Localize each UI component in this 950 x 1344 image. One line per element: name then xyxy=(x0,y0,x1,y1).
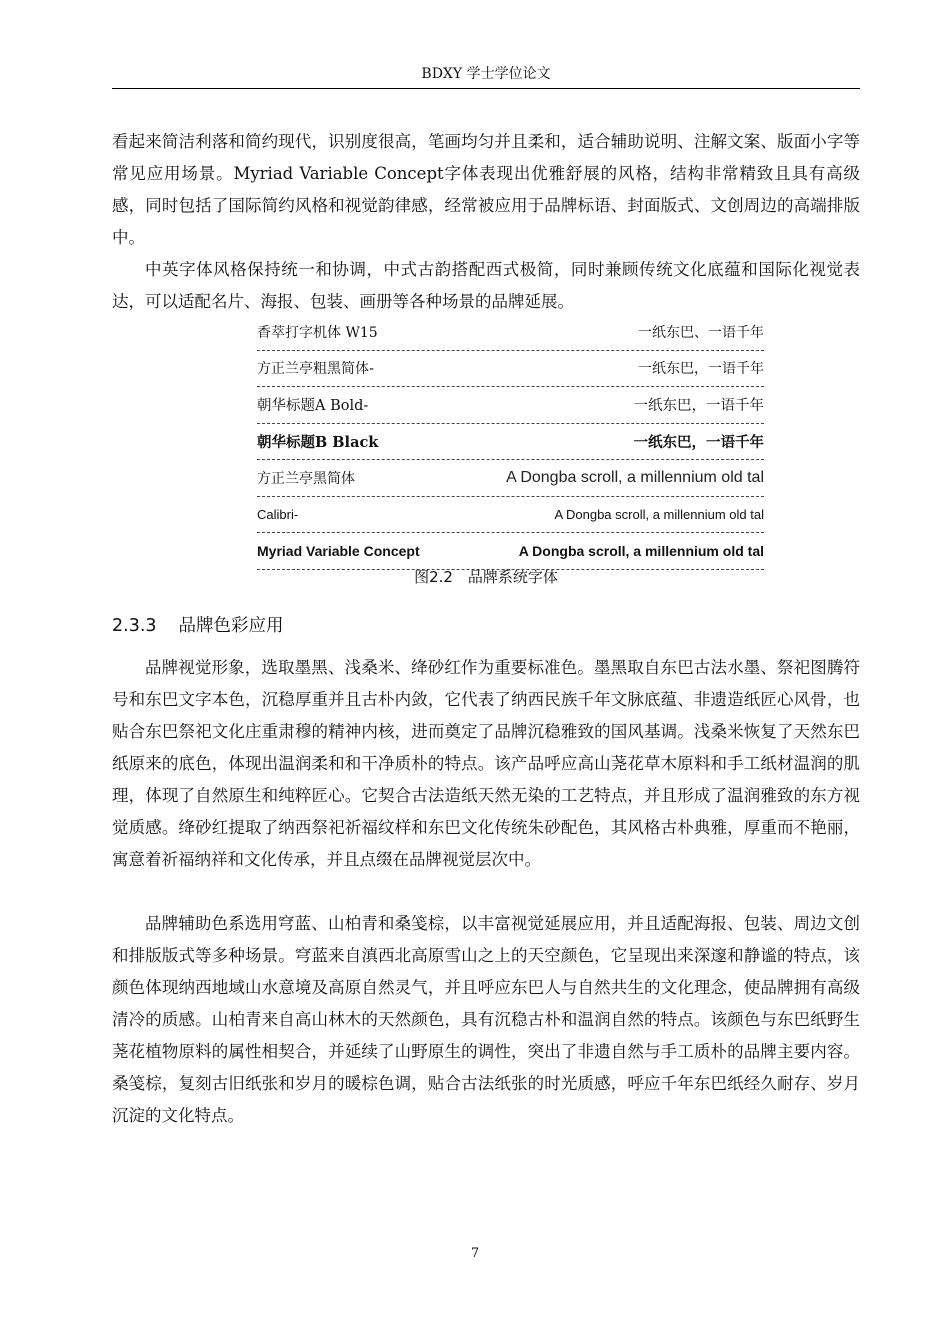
font-name: 朝华标题B Black xyxy=(257,433,379,451)
font-sample: A Dongba scroll, a millennium old tal xyxy=(518,542,764,559)
font-name: Myriad Variable Concept xyxy=(257,542,420,559)
font-sample: 一纸东巴，一语千年 xyxy=(633,398,764,415)
font-name: 香萃打字机体 W15 xyxy=(257,324,378,341)
font-specimen-figure xyxy=(257,314,764,570)
font-row xyxy=(257,351,764,388)
font-row xyxy=(257,533,764,570)
font-row xyxy=(257,424,764,461)
font-row xyxy=(257,460,764,497)
font-name: 方正兰亭黑简体 xyxy=(257,470,355,487)
paragraph-primary-colors: 品牌视觉形象，选取墨黑、浅桑米、绛砂红作为重要标准色。墨黑取自东巴古法水墨、祭祀图腾符号和东巴文字本色，沉稳厚重并且古朴内敛，它代表了纳西民族千年文脉底蕴、非遗造纸匠心风骨，也贴合东巴祭祀文化庄重肃穆的精神内核，进而奠定了品牌沉稳雅致的国风基调。浅桑米恢复了天然东巴纸原来的底色，体现出温润柔和和干净质朴的特点。该产品呼应高山荛花草木原料和手工纸材温润的肌理，体现了自然原生和纯粹匠心。它契合古法造纸天然无染的工艺特点，并且形成了温润雅致的东方视觉质感。绛砂红提取了纳西祭祀祈福纹样和东巴文化传统朱砂配色，其风格古朴典雅，厚重而不艳丽，寓意着祈福纳祥和文化传承，并且点缀在品牌视觉层次中。 xyxy=(112,658,860,869)
paragraph-font-harmony: 中英字体风格保持统一和协调，中式古韵搭配西式极简，同时兼顾传统文化底蕴和国际化视觉表达，可以适配名片、海报、包装、画册等各种场景的品牌延展。 xyxy=(112,260,860,311)
section-title: 品牌色彩应用 xyxy=(178,616,284,636)
font-name: 方正兰亭粗黑简体- xyxy=(257,361,375,378)
figure-caption: 图2.2 品牌系统字体 xyxy=(414,568,558,586)
font-row xyxy=(257,497,764,534)
font-sample: 一纸东巴、一语千年 xyxy=(638,324,764,341)
font-row xyxy=(257,387,764,424)
section-heading xyxy=(112,612,284,637)
section-number: 2.3.3 xyxy=(112,616,157,636)
font-name: Calibri- xyxy=(257,506,299,522)
font-sample: 一纸东巴，一语千年 xyxy=(638,361,764,378)
font-sample: A Dongba scroll, a millennium old tal xyxy=(554,506,764,522)
page-header xyxy=(112,60,860,89)
paragraph-secondary-colors: 品牌辅助色系选用穹蓝、山柏青和桑笺棕，以丰富视觉延展应用，并且适配海报、包装、周边文创和排版版式等多种场景。穹蓝来自滇西北高原雪山之上的天空颜色，它呈现出来深邃和静谧的特点，该颜色体现纳西地域山水意境及高原自然灵气，并且呼应东巴人与自然共生的文化理念，使品牌拥有高级清冷的质感。山柏青来自高山林木的天然颜色，具有沉稳古朴和温润自然的特点。该颜色与东巴纸野生荛花植物原料的属性相契合，并延续了山野原生的调性，突出了非遗自然与手工质朴的品牌主要内容。桑笺棕，复刻古旧纸张和岁月的暖棕色调，贴合古法纸张的时光质感，呼应千年东巴纸经久耐存、岁月沉淀的文化特点。 xyxy=(112,914,860,1125)
font-row xyxy=(257,314,764,351)
font-sample: 一纸东巴，一语千年 xyxy=(633,433,764,451)
page-number: 7 xyxy=(470,1246,480,1261)
font-name: 朝华标题A Bold- xyxy=(257,398,369,415)
font-sample: A Dongba scroll, a millennium old tal xyxy=(506,468,764,486)
paragraph-font-description: 看起来简洁利落和简约现代，识别度很高，笔画均匀并且柔和，适合辅助说明、注解文案、版面小字等常见应用场景。Myriad Variable Concept字体表现出优雅舒展的风格，结构非常精致且具有高级感，同时包括了国际简约风格和视觉韵律感，经常被应用于品牌标语、封面版式、文创周边的高端排版中。 xyxy=(112,132,860,247)
header-title: BDXY 学士学位论文 xyxy=(421,66,551,82)
